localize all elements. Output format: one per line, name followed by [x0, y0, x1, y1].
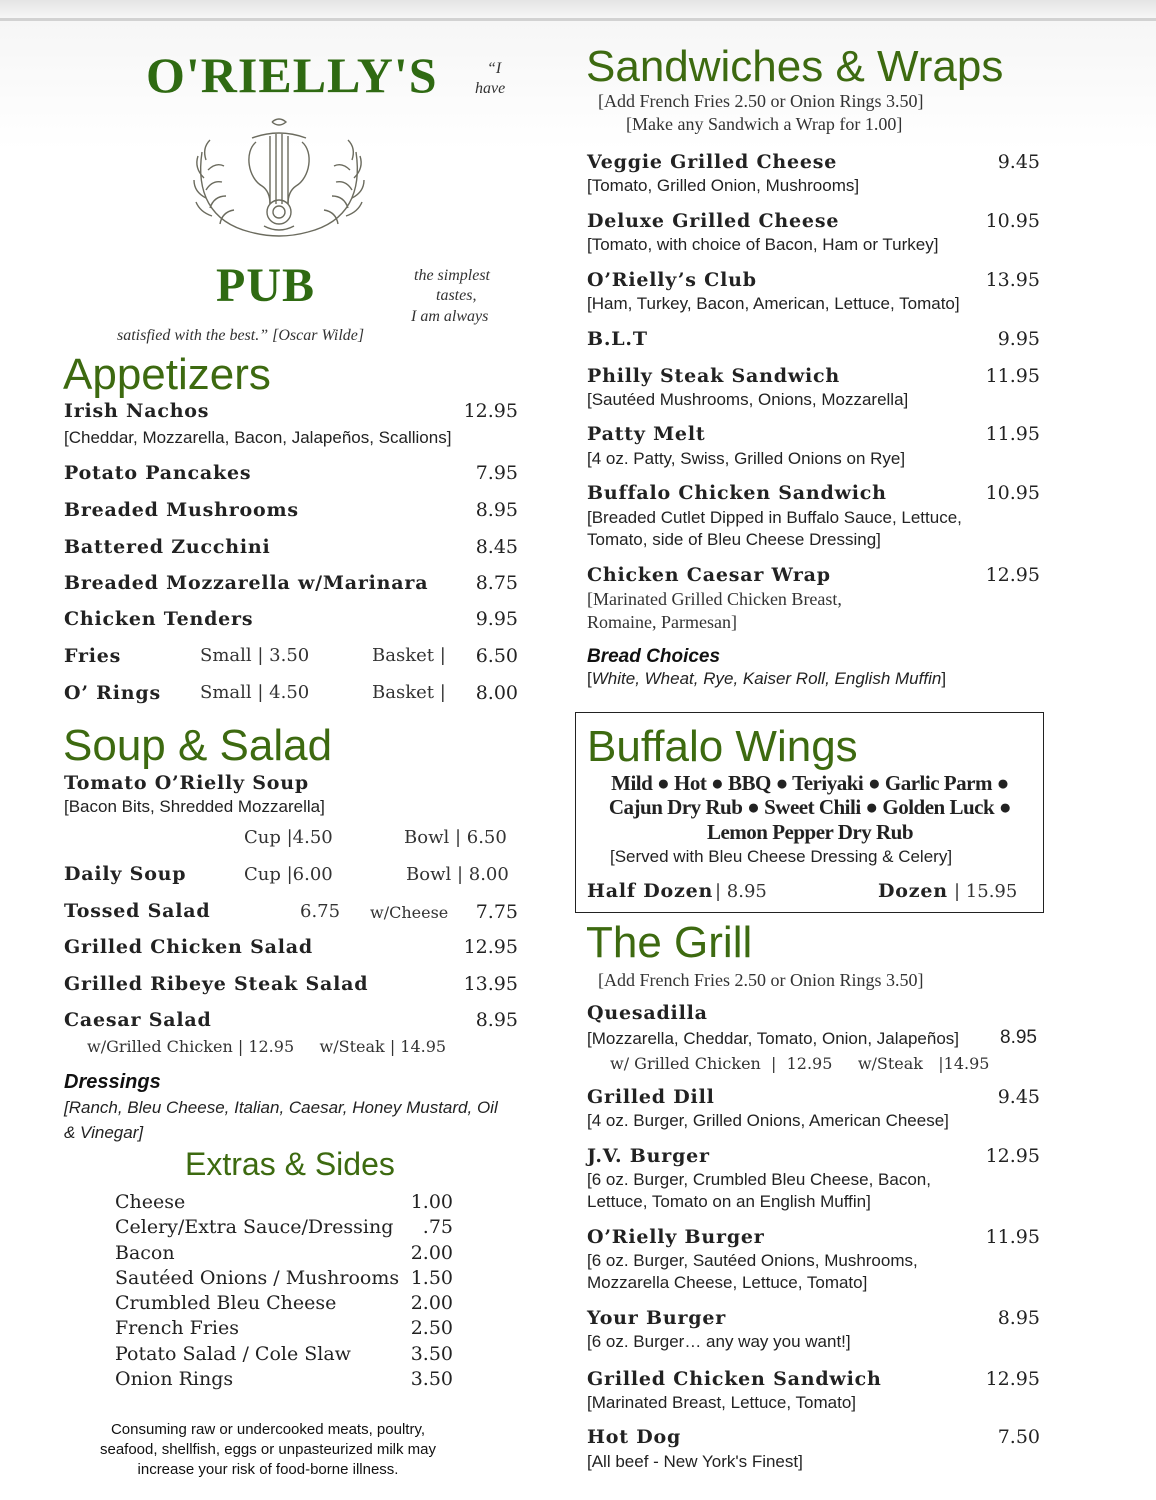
side-price: 1.50	[410, 1267, 453, 1289]
item-description: [Marinated Grilled Chicken Breast,	[587, 589, 842, 609]
item-name: Chicken Tenders	[64, 608, 254, 630]
item-description: [4 oz. Burger, Grilled Onions, American Cheese]	[587, 1111, 949, 1130]
quote-line-1: the simplest	[414, 267, 490, 284]
item-description: [Ham, Turkey, Bacon, American, Lettuce, Tomato]	[587, 294, 960, 313]
item-price: 12.95	[985, 564, 1040, 586]
item-description: [Cheddar, Mozzarella, Bacon, Jalapeños, Scallions]	[64, 428, 452, 447]
dozen-price: | 15.95	[954, 881, 1018, 902]
item-description: [6 oz. Burger, Crumbled Bleu Cheese, Bacon,	[587, 1170, 931, 1189]
item-price: 12.95	[463, 936, 518, 958]
item-description: [Mozzarella, Cheddar, Tomato, Onion, Jalapeños]	[587, 1029, 960, 1048]
small-price: Small | 4.50	[200, 682, 310, 703]
item-price: 8.95	[997, 1307, 1040, 1329]
item-price: 8.45	[475, 536, 518, 558]
item-price: 10.95	[985, 482, 1040, 504]
item-name: Potato Pancakes	[64, 462, 252, 484]
side-name: Celery/Extra Sauce/Dressing	[115, 1216, 394, 1238]
half-dozen-label: Half Dozen	[587, 880, 714, 902]
bowl-price: Bowl | 6.50	[404, 827, 507, 848]
item-description: [Marinated Breast, Lettuce, Tomato]	[587, 1393, 856, 1412]
side-name: Sautéed Onions / Mushrooms	[115, 1267, 400, 1289]
item-name: Patty Melt	[587, 423, 706, 445]
item-description: Tomato, side of Bleu Cheese Dressing]	[587, 530, 881, 549]
item-description: [Tomato, Grilled Onion, Mushrooms]	[587, 176, 860, 195]
item-name: B.L.T	[587, 328, 648, 350]
item-name: Grilled Ribeye Steak Salad	[64, 973, 369, 995]
appetizers-heading: Appetizers	[63, 350, 271, 399]
item-price: 12.95	[985, 1368, 1040, 1390]
logo-title-bottom: PUB	[216, 259, 315, 312]
item-name: O’Rielly Burger	[587, 1226, 765, 1248]
item-price: 8.95	[475, 499, 518, 521]
dressings-list-1: [Ranch, Bleu Cheese, Italian, Caesar, Honey Mustard, Oil	[64, 1098, 498, 1117]
with-cheese-price: 7.75	[475, 901, 518, 923]
bread-choices-heading: Bread Choices	[587, 646, 721, 667]
cup-price: Cup |6.00	[244, 864, 333, 885]
item-name: Breaded Mushrooms	[64, 499, 299, 521]
item-price: 13.95	[463, 973, 518, 995]
extras-heading: Extras & Sides	[185, 1146, 395, 1182]
wings-served-with: [Served with Bleu Cheese Dressing & Celery]	[610, 847, 953, 866]
basket-label: Basket |	[372, 645, 446, 666]
dressings-heading: Dressings	[64, 1071, 161, 1093]
item-price: 9.45	[997, 151, 1040, 173]
item-description: Romaine, Parmesan]	[587, 612, 737, 632]
item-price: 13.95	[985, 269, 1040, 291]
item-description: [4 oz. Patty, Swiss, Grilled Onions on Rye]	[587, 449, 906, 468]
item-name: Grilled Dill	[587, 1086, 715, 1108]
small-price: Small | 3.50	[200, 645, 310, 666]
sandwich-addon-note: [Add French Fries 2.50 or Onion Rings 3.50]	[598, 91, 924, 111]
item-description: [Breaded Cutlet Dipped in Buffalo Sauce, Lettuce,	[587, 508, 962, 527]
item-price: 12.95	[463, 400, 518, 422]
caesar-addons: w/Grilled Chicken | 12.95 w/Steak | 14.95	[87, 1037, 447, 1056]
grill-addon-note: [Add French Fries 2.50 or Onion Rings 3.50]	[598, 970, 924, 990]
quote-attribution: satisfied with the best.” [Oscar Wilde]	[117, 327, 365, 344]
item-description: [Sautéed Mushrooms, Onions, Mozzarella]	[587, 390, 909, 409]
cup-price: Cup |4.50	[244, 827, 333, 848]
quote-open: “I	[487, 60, 502, 77]
item-price: 8.95	[475, 1009, 518, 1031]
item-price: 7.95	[475, 462, 518, 484]
item-name: Your Burger	[587, 1307, 727, 1329]
item-name: Battered Zucchini	[64, 536, 271, 558]
logo-title-top: O'RIELLY'S	[146, 47, 438, 103]
item-name: Caesar Salad	[64, 1009, 212, 1031]
basket-price: 8.00	[475, 682, 518, 704]
item-name: Irish Nachos	[64, 400, 210, 422]
side-price: 3.50	[410, 1368, 453, 1390]
side-name: Bacon	[115, 1242, 175, 1264]
dozen-label: Dozen	[878, 880, 948, 902]
quesadilla-addons: w/ Grilled Chicken | 12.95 w/Steak |14.95	[610, 1054, 990, 1073]
with-cheese-label: w/Cheese	[370, 903, 449, 922]
item-description: [All beef - New York's Finest]	[587, 1452, 803, 1471]
side-price: 1.00	[410, 1191, 453, 1213]
item-name: Fries	[64, 645, 122, 667]
item-name: Philly Steak Sandwich	[587, 365, 840, 387]
item-name: Quesadilla	[587, 1002, 708, 1024]
wrap-note: [Make any Sandwich a Wrap for 1.00]	[626, 114, 903, 134]
item-name: Grilled Chicken Sandwich	[587, 1368, 882, 1390]
warning-line: increase your risk of food-borne illness.	[137, 1461, 399, 1478]
side-price: 2.00	[410, 1242, 453, 1264]
side-price: .75	[422, 1216, 453, 1238]
quote-line-2: tastes,	[436, 287, 477, 304]
item-price: 9.95	[475, 608, 518, 630]
item-name: O’Rielly’s Club	[587, 269, 757, 291]
item-name: Veggie Grilled Cheese	[587, 151, 838, 173]
sandwiches-heading: Sandwiches & Wraps	[586, 42, 1004, 91]
side-name: French Fries	[115, 1317, 240, 1339]
item-name: Breaded Mozzarella w/Marinara	[64, 572, 429, 594]
side-name: Potato Salad / Cole Slaw	[115, 1343, 351, 1365]
wing-flavors-line-2: Cajun Dry Rub ● Sweet Chili ● Golden Luck ●	[608, 795, 1012, 819]
top-divider	[0, 18, 1156, 21]
side-name: Crumbled Bleu Cheese	[115, 1292, 337, 1314]
bowl-price: Bowl | 8.00	[406, 864, 509, 885]
wing-flavors-line-1: Mild ● Hot ● BBQ ● Teriyaki ● Garlic Parm ●	[611, 771, 1009, 795]
item-price: 11.95	[985, 365, 1040, 387]
item-price: 10.95	[985, 210, 1040, 232]
basket-price: 6.50	[475, 645, 518, 667]
item-price: 7.50	[997, 1426, 1040, 1448]
bread-choices-items: White, Wheat, Rye, Kaiser Roll, English Muffin	[591, 669, 942, 688]
item-name: Tossed Salad	[64, 900, 211, 922]
dressings-list-2: & Vinegar]	[64, 1123, 144, 1142]
lyre-wreath-emblem	[190, 112, 368, 242]
item-name: Chicken Caesar Wrap	[587, 564, 831, 586]
item-description: [Tomato, with choice of Bacon, Ham or Turkey]	[587, 235, 939, 254]
item-name: O’ Rings	[64, 682, 161, 704]
wing-flavors-line-3: Lemon Pepper Dry Rub	[706, 820, 914, 844]
quote-line-3: I am always	[411, 308, 489, 325]
side-price: 2.00	[410, 1292, 453, 1314]
grill-heading: The Grill	[586, 918, 753, 967]
item-price: 11.95	[985, 1226, 1040, 1248]
item-name: Hot Dog	[587, 1426, 682, 1448]
item-description: [Bacon Bits, Shredded Mozzarella]	[64, 797, 325, 816]
item-name: Deluxe Grilled Cheese	[587, 210, 840, 232]
item-price: 9.45	[997, 1086, 1040, 1108]
item-description: Mozzarella Cheese, Lettuce, Tomato]	[587, 1273, 868, 1292]
item-description: [6 oz. Burger, Sautéed Onions, Mushrooms,	[587, 1251, 918, 1270]
side-name: Onion Rings	[115, 1368, 234, 1390]
item-price: 8.75	[475, 572, 518, 594]
item-description: [6 oz. Burger… any way you want!]	[587, 1332, 851, 1351]
item-name: Tomato O’Rielly Soup	[64, 772, 309, 794]
item-price: 9.95	[997, 328, 1040, 350]
half-dozen-price: | 8.95	[715, 881, 767, 902]
side-name: Cheese	[115, 1191, 186, 1213]
warning-line: seafood, shellfish, eggs or unpasteurized milk may	[99, 1441, 436, 1458]
side-price: 2.50	[410, 1317, 453, 1339]
quote-have: have	[475, 80, 506, 97]
item-price: 8.95	[1000, 1027, 1037, 1048]
item-price: 11.95	[985, 423, 1040, 445]
item-price: 12.95	[985, 1145, 1040, 1167]
side-price: 3.50	[410, 1343, 453, 1365]
item-name: Daily Soup	[64, 863, 187, 885]
food-safety-warning	[60, 1420, 476, 1480]
item-name: Buffalo Chicken Sandwich	[587, 482, 887, 504]
item-description: Lettuce, Tomato on an English Muffin]	[587, 1192, 871, 1211]
item-name: J.V. Burger	[587, 1145, 710, 1167]
wings-heading: Buffalo Wings	[587, 722, 858, 771]
bread-choices-list: [White, Wheat, Rye, Kaiser Roll, English Muffin]	[587, 669, 947, 688]
item-price: 6.75	[300, 901, 341, 922]
item-name: Grilled Chicken Salad	[64, 936, 313, 958]
soup-salad-heading: Soup & Salad	[63, 721, 333, 770]
basket-label: Basket |	[372, 682, 446, 703]
warning-line: Consuming raw or undercooked meats, poultry,	[110, 1421, 426, 1438]
